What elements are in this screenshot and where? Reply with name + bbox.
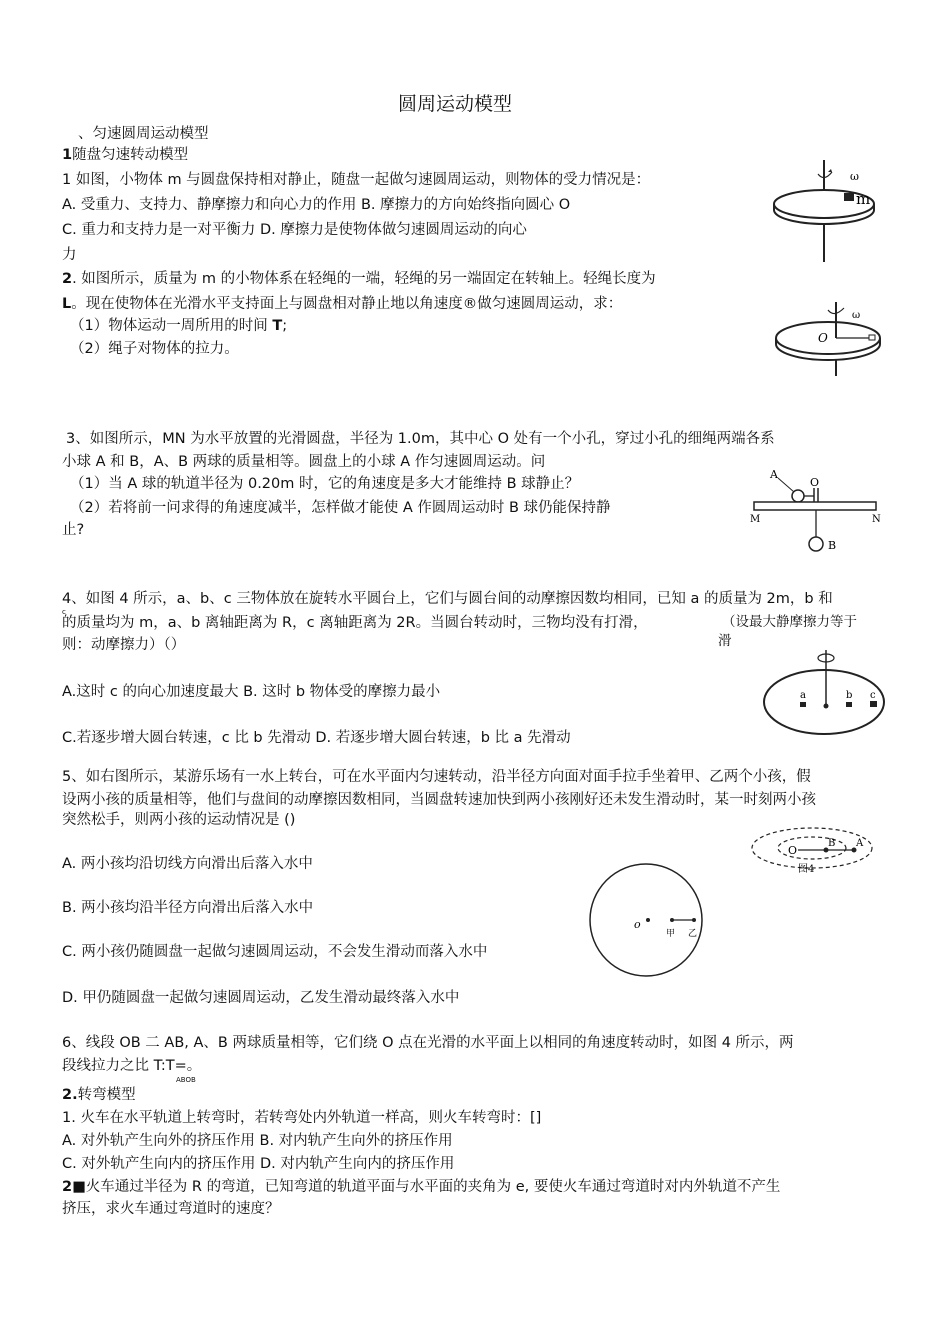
q6-line1: 6、线段 OB 二 AB, A、B 两球质量相等，它们绕 O 点在光滑的水平面上以相同的角速度转动时，如图 4 所示，两 [62, 1035, 794, 1051]
q2-part1-text: （1）物体运动一周所用的时间 [70, 318, 268, 334]
q6-fig-caption: 图4 [798, 864, 815, 875]
q4-c-small: c [62, 608, 66, 616]
q5-fig-o: o [634, 918, 641, 931]
q2-fig-O: O [818, 331, 828, 345]
subsection-title: 随盘匀速转动模型 [72, 147, 189, 163]
q2-part2: （2）绳子对物体的拉力。 [70, 341, 239, 357]
q2-number: 2 [62, 271, 73, 287]
q3-fig-M: M [750, 514, 761, 525]
q1-figure [768, 158, 888, 266]
q4-line1: 4、如图 4 所示，a、b、c 三物体放在旋转水平圆台上，它们与圆台间的动摩擦因数均相同，已知 a 的质量为 2m，b 和 [62, 591, 833, 607]
q4-line3-right: 滑 [718, 633, 732, 649]
q6-fig-O: O [788, 844, 798, 857]
turn-q1-options-ab: A. 对外轨产生向外的挤压作用 B. 对内轨产生向外的挤压作用 [62, 1133, 453, 1149]
turn-q2-line1 [62, 1177, 780, 1197]
q4-fig-b: b [846, 690, 853, 701]
q5-fig-yi: 乙 [688, 929, 698, 939]
q3-fig-N: N [872, 514, 881, 525]
q2-line2 [62, 294, 622, 314]
section-heading: 、匀速圆周运动模型 [78, 126, 209, 142]
q5-figure [588, 862, 706, 978]
q5-option-b: B. 两小孩均沿半径方向滑出后落入水中 [62, 900, 314, 916]
q5-fig-jia: 甲 [666, 929, 676, 939]
q4-figure [760, 646, 888, 738]
q3-fig-B: B [828, 539, 837, 552]
turn-q2-line2: 挤压，求火车通过弯道时的速度？ [62, 1201, 280, 1217]
turn-q1-options-cd: C. 对外轨产生向内的挤压作用 D. 对内轨产生向内的挤压作用 [62, 1156, 455, 1172]
q2-part1-T: T [272, 318, 283, 334]
q2-line2-text: 。现在使物体在光滑水平支持面上与圆盘相对静止地以角速度®做匀速圆周运动，求： [71, 296, 623, 312]
q2-line1-text: . 如图所示，质量为 m 的小物体系在轻绳的一端，轻绳的另一端固定在转轴上。轻绳长度为 [72, 271, 656, 287]
page-title: 圆周运动模型 [398, 93, 513, 115]
subsection-number: 1 [62, 147, 73, 163]
q3-line1: 3、如图所示，MN 为水平放置的光滑圆盘，半径为 1.0m，其中心 O 处有一个小孔，穿过小孔的细绳两端各系 [66, 431, 775, 447]
q3-part1: （1）当 A 球的轨道半径为 0.20m 时，它的角速度是多大才能维持 B 球静止？ [70, 476, 580, 492]
q6-figure [750, 826, 880, 874]
subsection-2-title: 转弯模型 [77, 1087, 136, 1103]
q3-figure [748, 466, 884, 556]
q2-part1-end: ; [282, 318, 288, 334]
q2-line1 [62, 269, 656, 289]
q6-fig-A: A [856, 838, 864, 849]
subsection-heading-2 [62, 1085, 136, 1105]
q1-options-cd: C. 重力和支持力是一对平衡力 D. 摩擦力是使物体做匀速圆周运动的向心 [62, 222, 527, 238]
q3-line2: 小球 A 和 B，A、B 两球的质量相等。圆盘上的小球 A 作匀速圆周运动。问 [62, 454, 546, 470]
q4-fig-a: a [800, 690, 806, 701]
q6-line2: 段线拉力之比 T:T=。 [62, 1058, 202, 1074]
q5-line3: 突然松手，则两小孩的运动情况是 () [62, 812, 296, 828]
q4-options-cd: C.若逐步增大圆台转速，c 比 b 先滑动 D. 若逐步增大圆台转速，b 比 a 先滑动 [62, 730, 571, 746]
q1-fig-m: m [856, 190, 871, 208]
q1-stem: 1 如图，小物体 m 与圆盘保持相对静止，随盘一起做匀速圆周运动，则物体的受力情况是： [62, 172, 651, 188]
q1-options-cd-cont: 力 [62, 247, 77, 263]
subsection-2-number: 2. [62, 1087, 78, 1103]
turn-q2-line1-text: 火车通过半径为 R 的弯道，已知弯道的轨道平面与水平面的夹角为 e, 要使火车通过弯道时对内外轨道不产生 [85, 1179, 781, 1195]
subsection-heading-1 [62, 145, 188, 165]
q5-line1: 5、如右图所示，某游乐场有一水上转台，可在水平面内匀速转动，沿半径方向面对面手拉手坐着甲、乙两个小孩，假 [62, 769, 811, 785]
q2-part1 [70, 316, 287, 336]
q3-part2-cont: 止? [62, 522, 85, 538]
q4-line3: 则：动摩擦力）（） [62, 637, 186, 653]
q2-L: L [62, 296, 72, 312]
turn-q1-stem: 1. 火车在水平轨道上转弯时，若转弯处内外轨道一样高，则火车转弯时：[] [62, 1110, 542, 1126]
q5-option-c: C. 两小孩仍随圆盘一起做匀速圆周运动，不会发生滑动而落入水中 [62, 944, 488, 960]
q6-subscripts: ABOB [176, 1076, 196, 1084]
q3-fig-O: O [810, 476, 820, 489]
q2-fig-omega: ω [852, 310, 861, 321]
q4-line2: 的质量均为 m，a、b 离轴距离为 R，c 离轴距离为 2R。当圆台转动时，三物均没有打滑， [62, 615, 648, 631]
q3-fig-A: A [770, 468, 778, 481]
q2-figure [770, 300, 888, 378]
q6-fig-B: B [828, 838, 836, 849]
q3-part2: （2）若将前一问求得的角速度减半，怎样做才能使 A 作圆周运动时 B 球仍能保持静 [70, 500, 611, 516]
q4-options-ab: A.这时 c 的向心加速度最大 B. 这时 b 物体受的摩擦力最小 [62, 684, 441, 700]
q5-line2: 设两小孩的质量相等，他们与盘间的动摩擦因数相同，当圆盘转速加快到两小孩刚好还未发生滑动时，某一时刻两小孩 [62, 792, 816, 808]
q5-option-d: D. 甲仍随圆盘一起做匀速圆周运动，乙发生滑动最终落入水中 [62, 990, 460, 1006]
q1-options-ab: A. 受重力、支持力、静摩擦力和向心力的作用 B. 摩擦力的方向始终指向圆心 O [62, 197, 571, 213]
q1-fig-omega: ω [850, 170, 859, 183]
turn-q2-number: 2■ [62, 1179, 86, 1195]
q4-fig-c: c [870, 690, 876, 701]
q5-option-a: A. 两小孩均沿切线方向滑出后落入水中 [62, 856, 313, 872]
q4-line2-right: （设最大静摩擦力等于 [722, 614, 857, 630]
